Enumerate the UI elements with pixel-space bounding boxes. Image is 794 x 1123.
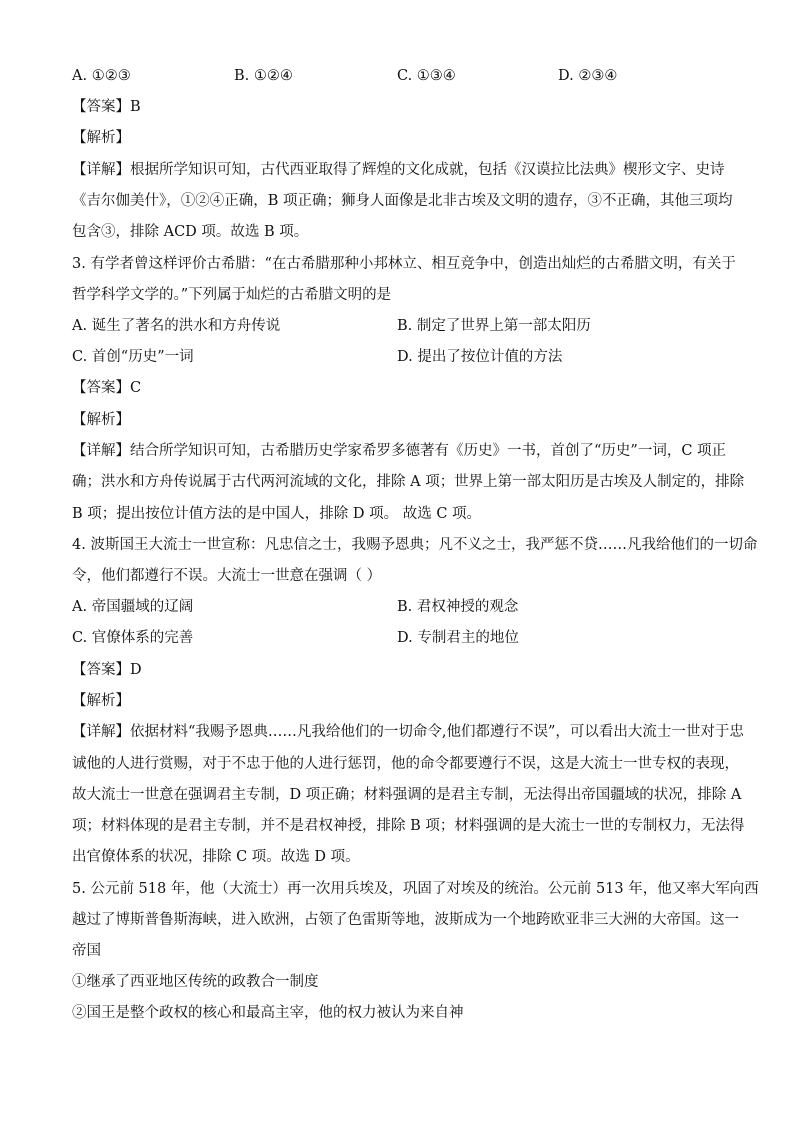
- q3-analysis-label: 【解析】: [72, 412, 130, 428]
- q4-detail-line: 故大流士一世意在强调君主专制，D 项正确；材料强调的是君主专制，无法得出帝国疆域的状况，排除 A: [72, 787, 742, 803]
- q4-detail-line: 诚他的人进行赏赐，对于不忠于他的人进行惩罚，他的命令都要遵行不误，这是大流士一世专权的表现，: [72, 756, 739, 772]
- q3-stem-line: 哲学科学文学的。”下列属于灿烂的古希腊文明的是: [72, 287, 392, 303]
- q4-stem-line: 4. 波斯国王大流士一世宣称：凡忠信之士，我赐予恩典；凡不义之士，我严惩不贷……凡我给他们的一切命: [72, 537, 758, 553]
- q4-detail-line: 出官僚体系的状况，排除 C 项。故选 D 项。: [72, 849, 360, 865]
- q2-detail-line: 《吉尔伽美什》，①②④正确，B 项正确；狮身人面像是北非古埃及文明的遗存，③不正确，其他三项均: [72, 193, 733, 209]
- q4-option-a: A. 帝国疆域的辽阔: [72, 599, 194, 615]
- q2-option-b: B. ①②④: [234, 68, 293, 84]
- q3-option-c: C. 首创“历史”一词: [72, 349, 194, 365]
- q3-stem-line: 3. 有学者曾这样评价古希腊：“在古希腊那种小邦林立、相互竞争中，创造出灿烂的古希腊文明，有关于: [72, 256, 736, 272]
- q4-answer: 【答案】D: [72, 662, 142, 678]
- q4-stem-line: 令，他们都遵行不误。大流士一世意在强调（ ）: [72, 568, 382, 584]
- q5-stem-line: 帝国: [72, 943, 101, 959]
- q4-option-d: D. 专制君主的地位: [397, 630, 519, 646]
- q3-option-b: B. 制定了世界上第一部太阳历: [397, 318, 591, 334]
- q2-detail-line: 【详解】根据所学知识可知，古代西亚取得了辉煌的文化成就，包括《汉谟拉比法典》楔形文字、史诗: [72, 162, 725, 178]
- q3-detail-line: 确；洪水和方舟传说属于古代两河流域的文化，排除 A 项；世界上第一部太阳历是古埃及人制定的，排除: [72, 474, 745, 490]
- q3-answer: 【答案】C: [72, 380, 142, 396]
- q2-answer: 【答案】B: [72, 99, 141, 115]
- q3-option-a: A. 诞生了著名的洪水和方舟传说: [72, 318, 281, 334]
- q4-option-b: B. 君权神授的观念: [397, 599, 519, 615]
- q5-statement-2: ②国王是整个政权的核心和最高主宰，他的权力被认为来自神: [72, 1005, 464, 1021]
- q2-option-d: D. ②③④: [558, 68, 618, 84]
- q4-detail-line: 项；材料体现的是君主专制，并不是君权神授，排除 B 项；材料强调的是大流士一世的专制权力，无法得: [72, 818, 745, 834]
- q5-statement-1: ①继承了西亚地区传统的政教合一制度: [72, 974, 319, 990]
- q2-analysis-label: 【解析】: [72, 130, 130, 146]
- q4-option-c: C. 官僚体系的完善: [72, 630, 194, 646]
- q5-stem-line: 越过了博斯普鲁斯海峡，进入欧洲，占领了色雷斯等地，波斯成为一个地跨欧亚非三大洲的大帝国。这一: [72, 912, 739, 928]
- q4-detail-line: 【详解】依据材料“我赐予恩典……凡我给他们的一切命令,他们都遵行不误”，可以看出大流士一世对于忠: [72, 724, 744, 740]
- q3-option-d: D. 提出了按位计值的方法: [397, 349, 563, 365]
- q3-detail-line: 【详解】结合所学知识可知，古希腊历史学家希罗多德著有《历史》一书，首创了“历史”一词，C 项正: [72, 443, 727, 459]
- q3-detail-line: B 项；提出按位计值方法的是中国人，排除 D 项。 故选 C 项。: [72, 506, 482, 522]
- q5-stem-line: 5. 公元前 518 年，他（大流士）再一次用兵埃及，巩固了对埃及的统治。公元前 513 年，他又率大军向西: [72, 881, 759, 897]
- q2-option-c: C. ①③④: [397, 68, 456, 84]
- q4-analysis-label: 【解析】: [72, 693, 130, 709]
- q2-option-a: A. ①②③: [72, 68, 131, 84]
- q2-detail-line: 包含③，排除 ACD 项。故选 B 项。: [72, 224, 309, 240]
